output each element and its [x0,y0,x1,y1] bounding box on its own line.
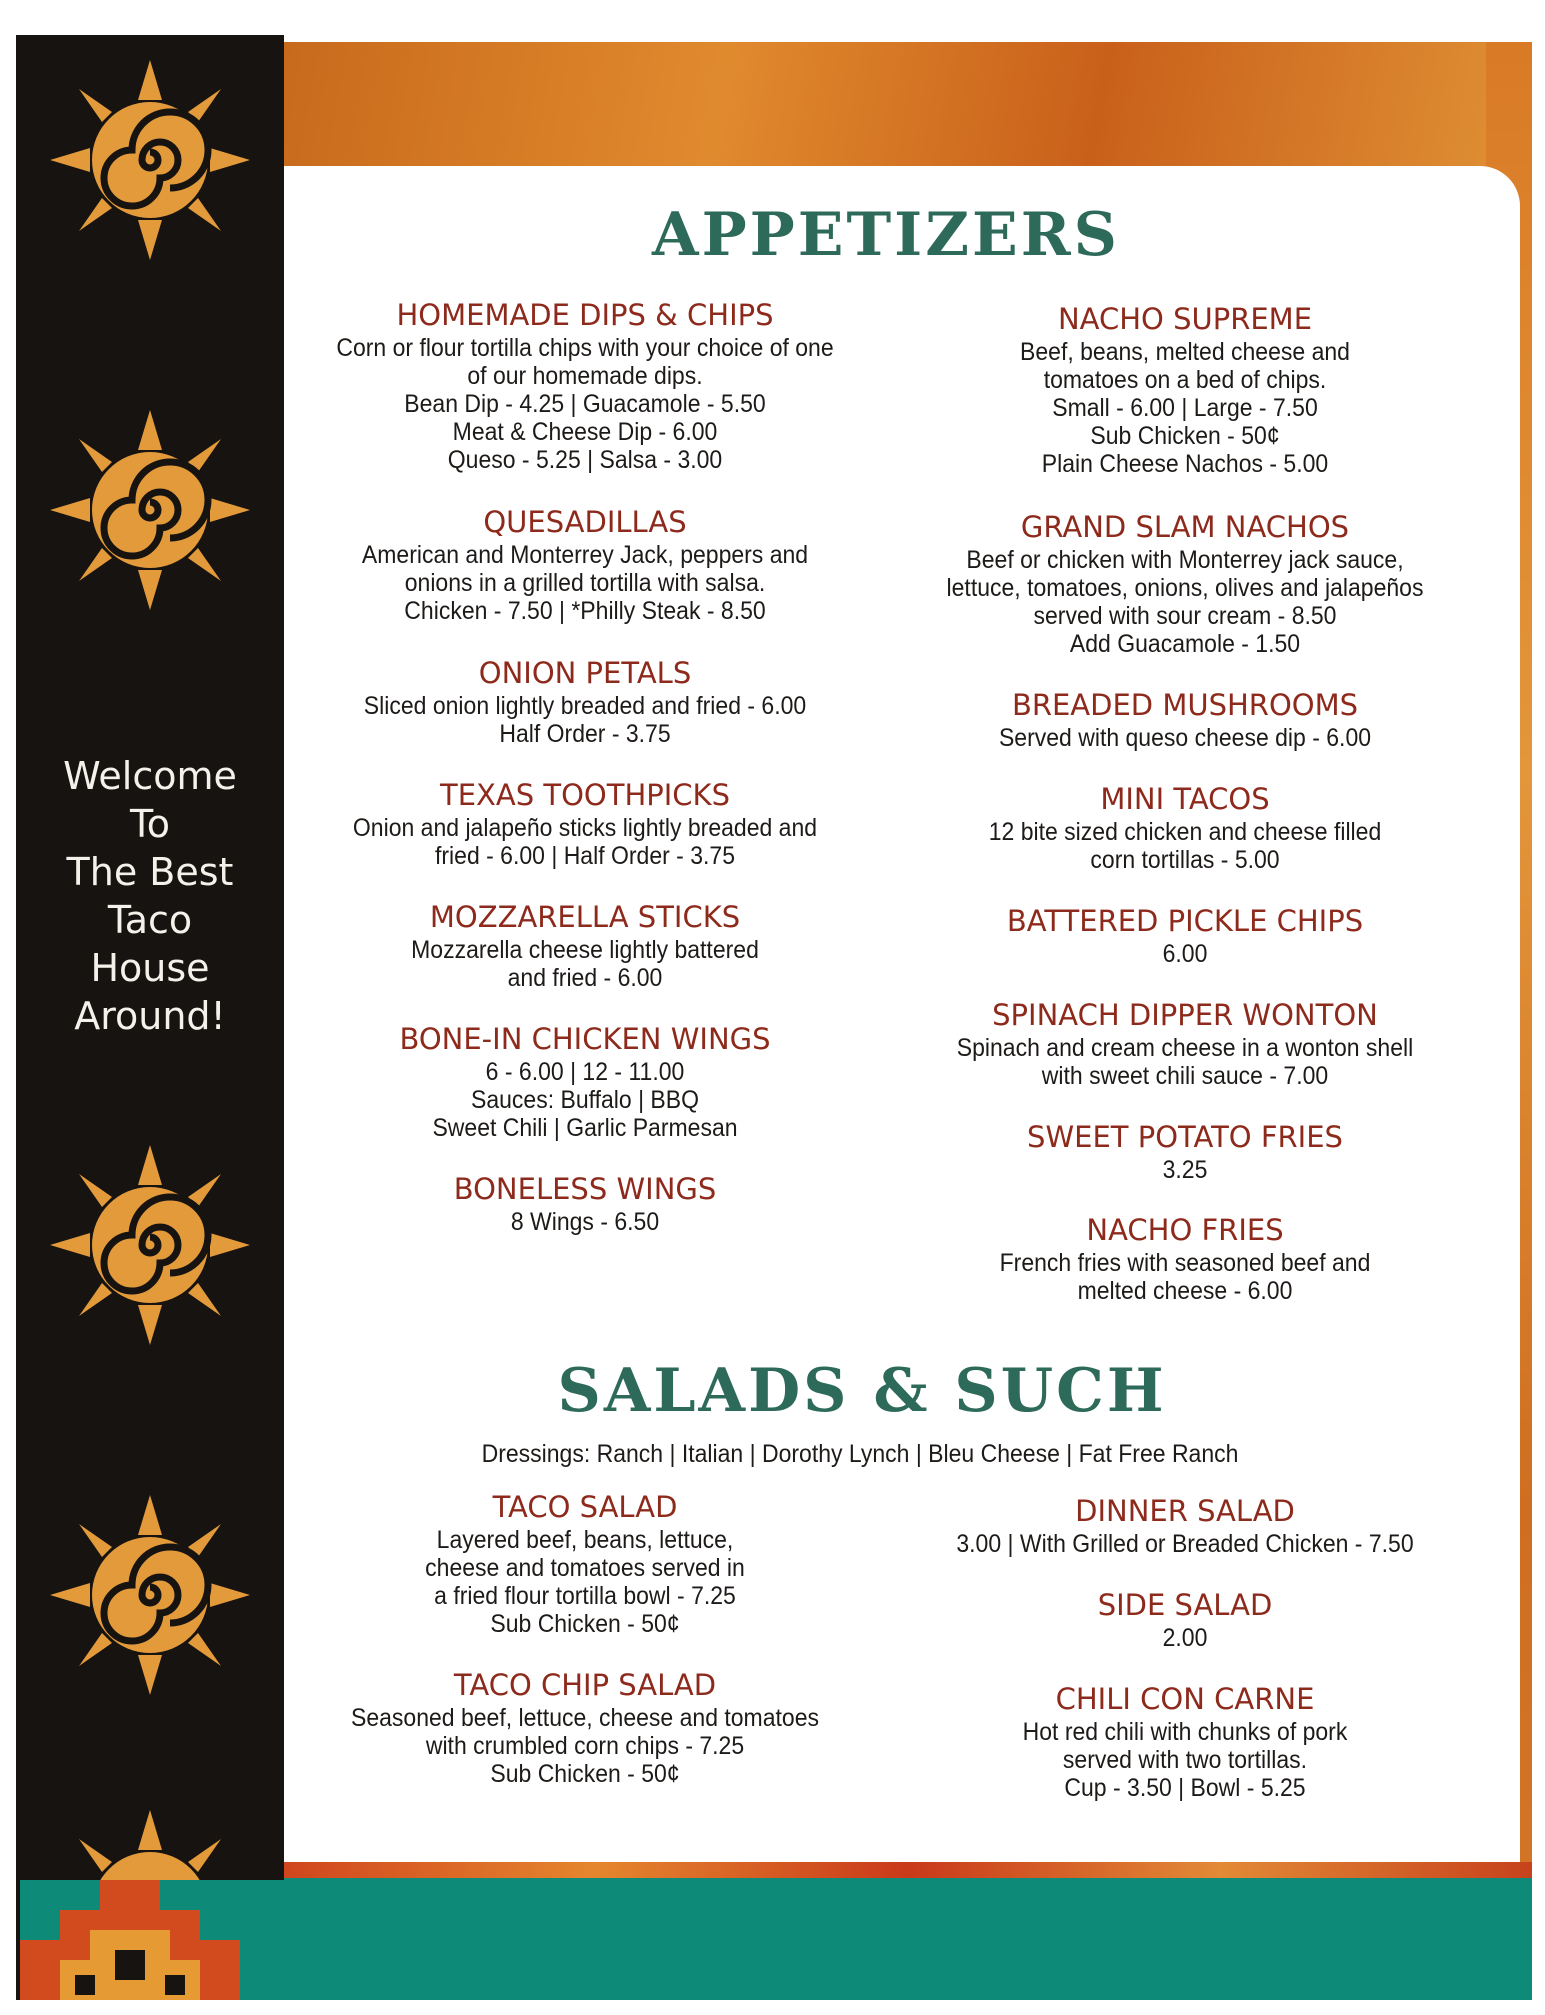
menu-item [310,776,860,870]
item-name: BONE-IN CHICKEN WINGS [399,1022,771,1056]
item-description: Beef or chicken with Monterrey jack sauce, lettuce, tomatoes, onions, olives and jalapeños served with sour cream - 8.50 Add Guacamole - 1.50 [946,546,1424,658]
item-name: ONION PETALS [478,656,692,690]
sun-icon [50,1145,250,1345]
item-description: 6 - 6.00 | 12 - 11.00 Sauces: Buffalo | BBQ Sweet Chili | Garlic Parmesan [432,1058,738,1142]
item-description: Spinach and cream cheese in a wonton shell with sweet chili sauce - 7.00 [956,1034,1414,1090]
welcome-message [16,752,284,1040]
item-description: Seasoned beef, lettuce, cheese and tomatoes with crumbled corn chips - 7.25 Sub Chicken - 50¢ [350,1704,819,1788]
item-description: 3.25 [1162,1156,1208,1184]
item-name: MINI TACOS [1100,782,1270,816]
menu-item [895,1118,1475,1184]
item-description: Sliced onion lightly breaded and fried - 6.00 Half Order - 3.75 [363,692,807,748]
item-description: 3.00 | With Grilled or Breaded Chicken - 7.50 [956,1530,1414,1558]
menu-item [895,1492,1475,1558]
welcome-line: House [90,946,210,990]
item-name: SPINACH DIPPER WONTON [992,998,1378,1032]
menu-item [895,780,1475,874]
menu-item [895,686,1475,752]
sun-icon [50,1495,250,1695]
item-name: QUESADILLAS [483,505,687,539]
menu-item [895,508,1475,658]
item-description: Corn or flour tortilla chips with your choice of one of our homemade dips. Bean Dip - 4.25 | Guacamole - 5.50 Meat & Cheese Dip - 6.00 Queso - 5.25 | Salsa - 3.00 [336,334,834,474]
menu-item [310,1170,860,1236]
kilim-pattern-icon [20,1880,290,2000]
item-description: Beef, beans, melted cheese and tomatoes on a bed of chips. Small - 6.00 | Large - 7.50 Sub Chicken - 50¢ Plain Cheese Nachos - 5.00 [1020,338,1350,478]
item-description: 6.00 [1162,940,1208,968]
top-decorative-band [284,42,1532,182]
item-name: BREADED MUSHROOMS [1011,688,1359,722]
item-description: 12 bite sized chicken and cheese filled corn tortillas - 5.00 [988,818,1382,874]
item-name: MOZZARELLA STICKS [429,900,741,934]
item-name: DINNER SALAD [1075,1494,1295,1528]
menu-item [310,898,860,992]
menu-item [310,296,860,474]
item-description: 2.00 [1162,1624,1208,1652]
salads-title: SALADS & SUCH [557,1356,1167,1426]
menu-item [895,1211,1475,1305]
welcome-line: To [129,802,170,846]
sun-icon [50,410,250,610]
item-name: BATTERED PICKLE CHIPS [1006,904,1364,938]
item-name: BONELESS WINGS [453,1172,717,1206]
item-description: Hot red chili with chunks of pork served with two tortillas. Cup - 3.50 | Bowl - 5.25 [1022,1718,1348,1802]
menu-item [895,1586,1475,1652]
item-description: Served with queso cheese dip - 6.00 [998,724,1372,752]
item-description: American and Monterrey Jack, peppers and onions in a grilled tortilla with salsa. Chicken - 7.50 | *Philly Steak - 8.50 [361,541,809,625]
item-name: HOMEMADE DIPS & CHIPS [396,298,774,332]
menu-item [310,654,860,748]
item-name: TACO CHIP SALAD [453,1668,717,1702]
menu-item [895,902,1475,968]
menu-item [895,1680,1475,1802]
item-name: GRAND SLAM NACHOS [1020,510,1350,544]
item-name: NACHO SUPREME [1057,302,1313,336]
welcome-line: Welcome [63,754,237,798]
welcome-line: The Best [66,850,234,894]
item-name: NACHO FRIES [1086,1213,1284,1247]
item-name: TEXAS TOOTHPICKS [440,778,730,812]
welcome-line: Around! [74,994,226,1038]
menu-item [310,1020,860,1142]
item-name: TACO SALAD [492,1490,678,1524]
item-description: 8 Wings - 6.50 [510,1208,660,1236]
item-description: Mozzarella cheese lightly battered and fried - 6.00 [411,936,759,992]
menu-item [895,996,1475,1090]
menu-item [310,1488,860,1638]
welcome-line: Taco [107,898,193,942]
appetizers-title: APPETIZERS [652,200,1120,270]
item-name: SWEET POTATO FRIES [1027,1120,1343,1154]
menu-item [310,503,860,625]
bottom-decorative-band [284,1862,1532,2000]
item-description: Layered beef, beans, lettuce, cheese and tomatoes served in a fried flour tortilla bowl - 7.25 Sub Chicken - 50¢ [425,1526,745,1638]
item-name: CHILI CON CARNE [1055,1682,1315,1716]
menu-item [310,1666,860,1788]
dressings-list: Dressings: Ranch | Italian | Dorothy Lynch | Bleu Cheese | Fat Free Ranch [481,1440,1239,1468]
menu-item [895,300,1475,478]
sun-icon [50,60,250,260]
item-description: French fries with seasoned beef and melted cheese - 6.00 [999,1249,1371,1305]
item-description: Onion and jalapeño sticks lightly breaded and fried - 6.00 | Half Order - 3.75 [352,814,818,870]
item-name: SIDE SALAD [1097,1588,1273,1622]
